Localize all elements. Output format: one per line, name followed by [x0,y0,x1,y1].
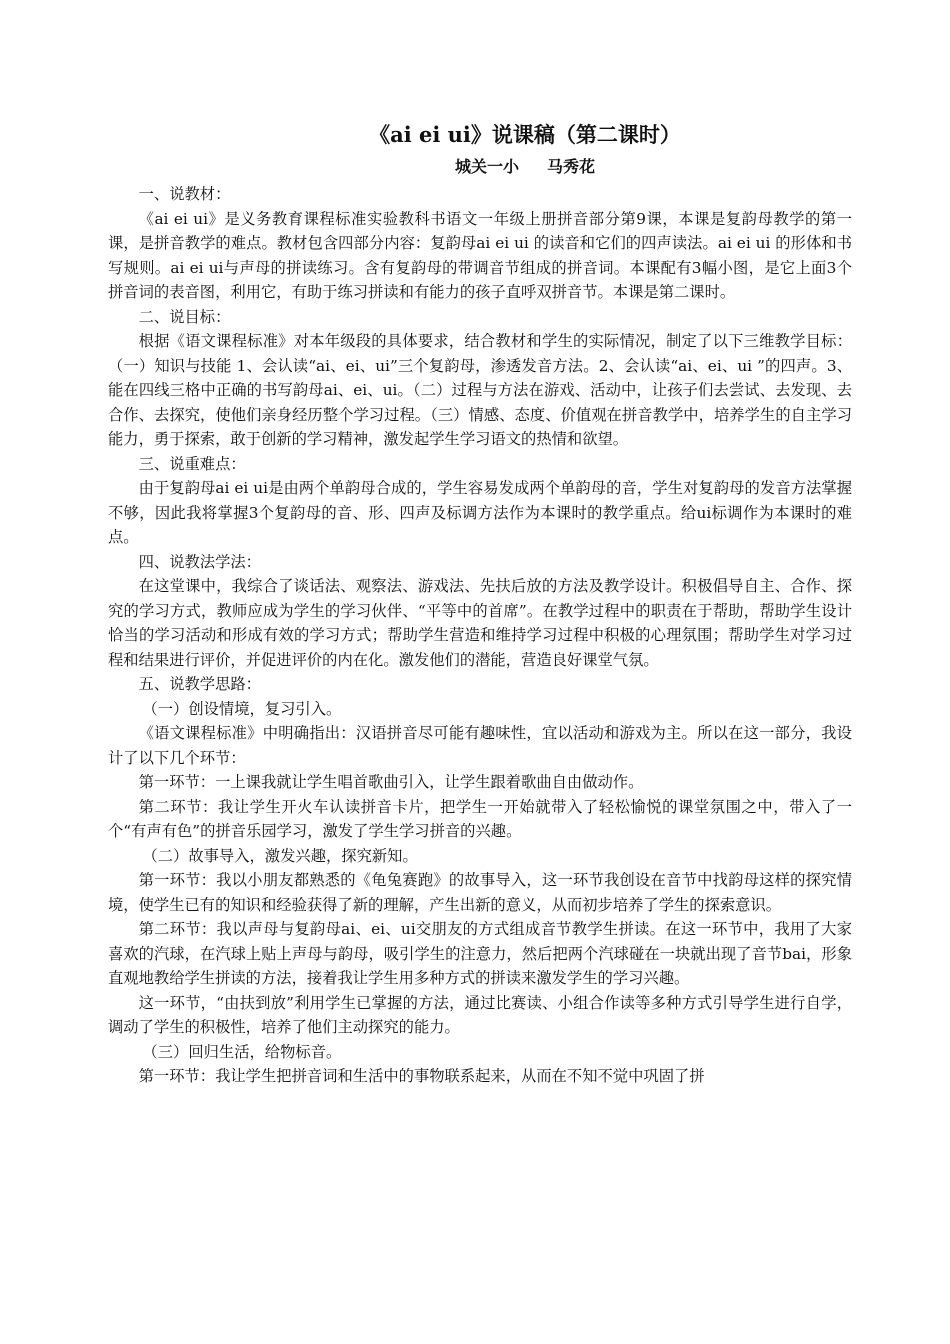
section-heading: 一、说教材： [138,185,231,203]
paragraph: 根据《语文课程标准》对本年级段的具体要求，结合教材和学生的实际情况，制定了以下三维教学目标：（一）知识与技能 1、会认读“ai、ei、ui”三个复韵母，渗透发音方法。2、会认读“ai、ei、ui ”的四声。3、能在四线三格中正确的书写韵母ai、ei、ui。（二）过程与方法在游戏、活动中，让孩子们去尝试、去发现、去合作、去探究，使他们亲身经历整个学习过程。（三）情感、态度、价值观在拼音教学中，培养学生的自主学习能力，勇于探索，敢于创新的学习精神，激发起学生学习语文的热情和欲望。 [108,332,852,448]
document-page [108,118,852,1089]
paragraph: 《ai ei ui》是义务教育课程标准实验教科书语文一年级上册拼音部分第9课，本课是复韵母教学的第一课，是拼音教学的难点。教材包含四部分内容：复韵母ai ei ui 的读音和它们的四声读法。ai ei ui 的形体和书写规则。ai ei ui与声母的拼读练习。含有复韵母的带调音节组成的拼音词。本课配有3幅小图，是它上面3个拼音词的表音图，利用它，有助于练习拼读和有能力的孩子直呼双拼音节。本课是第二课时。 [108,209,852,301]
paragraph: 这一环节，“由扶到放”利用学生已掌握的方法，通过比赛读、小组合作读等多种方式引导学生进行自学，调动了学生的积极性，培养了他们主动探究的能力。 [108,993,852,1036]
sub-heading: （二）故事导入，激发兴趣，探究新知。 [142,846,418,865]
sub-heading: （三）回归生活，给物标音。 [142,1042,342,1061]
section-heading: 二、说目标： [138,307,231,326]
section-heading: 五、说教学思路： [138,675,261,693]
author-name: 马秀花 [547,157,596,176]
paragraph: 在这堂课中，我综合了谈话法、观察法、游戏法、先扶后放的方法及教学设计。积极倡导自主、合作、探究的学习方式，教师应成为学生的学习伙伴、“平等中的首席”。在教学过程中的职责在于帮助，帮助学生设计恰当的学习活动和形成有效的学习方式；帮助学生营造和维持学习过程中积极的心理氛围；帮助学生对学习过程和结果进行评价，并促进评价的内在化。激发他们的潜能，营造良好课堂气氛。 [108,577,852,669]
paragraph: 第一环节：我让学生把拼音词和生活中的事物联系起来，从而在不知不觉中巩固了拼 [138,1067,705,1085]
paragraph: 第一环节：一上课我就让学生唱首歌曲引入，让学生跟着歌曲自由做动作。 [138,773,644,791]
section-heading: 三、说重难点： [138,454,246,473]
document-title: 《ai ei ui》说课稿（第二课时） [369,122,681,147]
author-line [108,154,852,180]
paragraph: 由于复韵母ai ei ui是由两个单韵母合成的，学生容易发成两个单韵母的音，学生对复韵母的发音方法掌握不够，因此我将掌握3个复韵母的音、形、四声及标调方法作为本课时的教学重点。给ui标调作为本课时的难点。 [108,479,852,546]
paragraph: 第二环节：我让学生开火车认读拼音卡片，把学生一开始就带入了轻松愉悦的课堂氛围之中，带入了一个“有声有色”的拼音乐园学习，激发了学生学习拼音的兴趣。 [108,797,852,840]
sub-heading: （一）创设情境，复习引入。 [142,699,342,718]
paragraph: 第二环节：我以声母与复韵母ai、ei、ui交朋友的方式组成音节教学生拼读。在这一环节中，我用了大家喜欢的汽球，在汽球上贴上声母与韵母，吸引学生的注意力，然后把两个汽球碰在一块就出现了音节bai，形象直观地教给学生拼读的方法，接着我让学生用多种方式的拼读来激发学生的学习兴趣。 [108,920,852,987]
school-name: 城关一小 [454,157,519,176]
paragraph: 第一环节：我以小朋友都熟悉的《龟兔赛跑》的故事导入，这一环节我创设在音节中找韵母这样的探究情境，使学生已有的知识和经验获得了新的理解，产生出新的意义，从而初步培养了学生的探索意识。 [108,871,852,914]
paragraph: 《语文课程标准》中明确指出：汉语拼音尽可能有趣味性，宜以活动和游戏为主。所以在这一部分，我设计了以下几个环节： [108,724,852,767]
document-body [108,182,852,1089]
section-heading: 四、说教法学法： [138,552,261,571]
